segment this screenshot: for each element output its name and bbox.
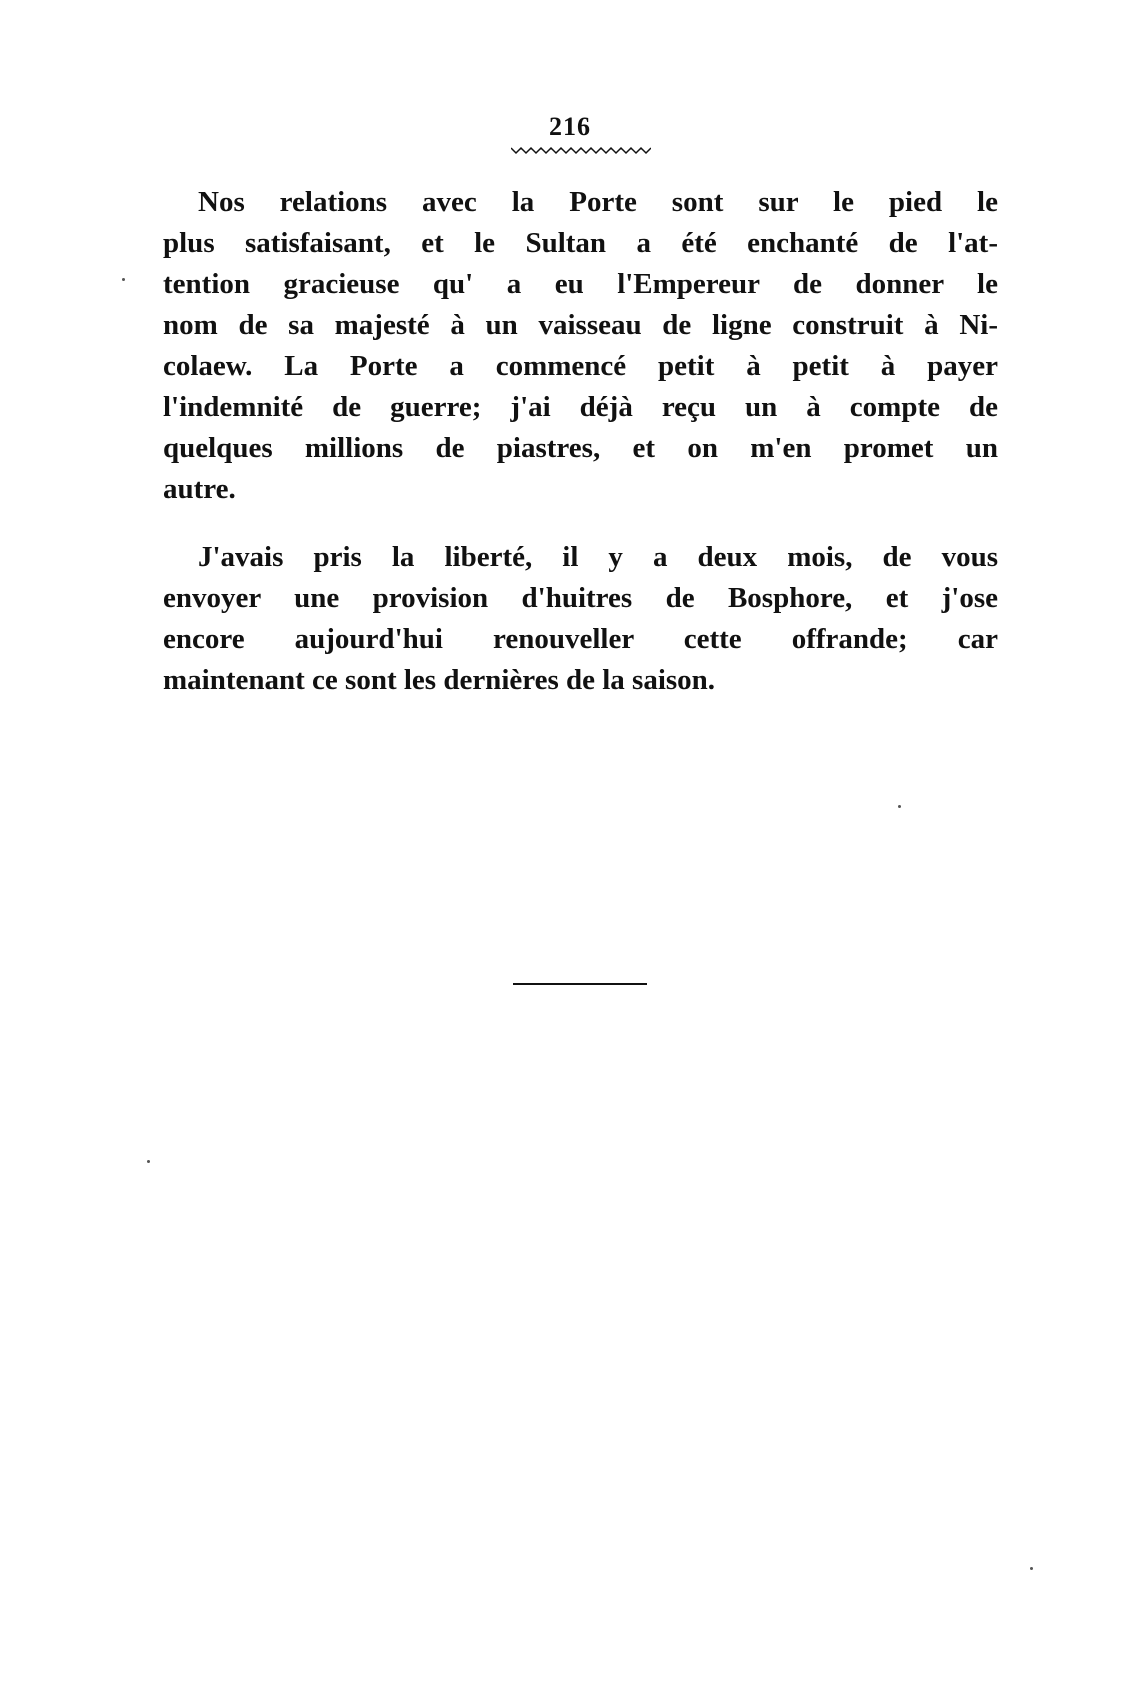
text-line: envoyer une provision d'huitres de Bosphore, et j'ose [163,582,998,614]
text-line: colaew. La Porte a commencé petit à petit à payer [163,350,998,382]
scan-speck [122,278,125,281]
text-line: nom de sa majesté à un vaisseau de ligne construit à Ni- [163,309,998,341]
scan-speck [147,1160,150,1163]
page-number-ornament [511,145,651,155]
text-line: autre. [163,473,236,505]
page-number: 216 [549,112,591,141]
end-rule [513,983,647,985]
text-line: l'indemnité de guerre; j'ai déjà reçu un à compte de [163,391,998,423]
text-line: maintenant ce sont les dernières de la saison. [163,664,716,696]
text-line: tention gracieuse qu' a eu l'Empereur de donner le [163,268,998,300]
text-line: Nos relations avec la Porte sont sur le pied le [198,186,998,218]
paragraph-1 [163,182,998,510]
text-line: plus satisfaisant, et le Sultan a été enchanté de l'at- [163,227,998,259]
text-line: quelques millions de piastres, et on m'en promet un [163,432,998,464]
text-line: encore aujourd'hui renouveller cette offrande; car [163,623,998,655]
text-line: J'avais pris la liberté, il y a deux mois, de vous [198,541,998,573]
scan-speck [898,805,901,808]
paragraph-2 [163,537,998,701]
scan-speck [1030,1567,1033,1570]
